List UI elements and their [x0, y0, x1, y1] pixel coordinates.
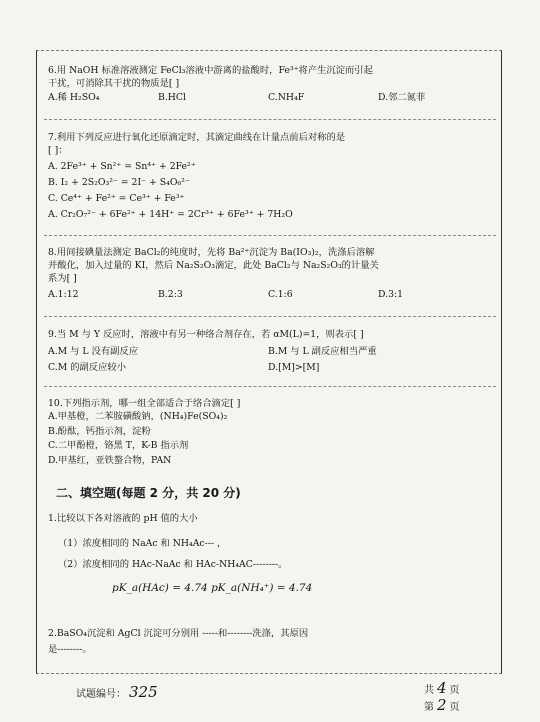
- question-7: [48, 131, 488, 223]
- question-8-stem-line-1: 8.用间接碘量法测定 BaCl₂的纯度时，先将 Ba²⁺沉淀为 Ba(IO₃)₂，洗涤后溶解: [48, 247, 375, 258]
- question-6-option-b: B.HCl: [158, 92, 186, 103]
- divider: [44, 316, 496, 317]
- question-10-option-d: D.甲基红，亚铁螯合物，PAN: [48, 454, 172, 466]
- question-10-option-c: C.二甲酚橙，铬黑 T，K-B 指示剂: [48, 440, 189, 451]
- question-6-stem-line-2: 干扰，可消除其干扰的物质是[ ]: [48, 78, 180, 89]
- question-6-option-d: D.邻二氮菲: [378, 92, 426, 103]
- question-9-options-row-2: [48, 361, 488, 374]
- question-7-stem-line-2: [ ]：: [48, 145, 68, 156]
- fill-question-1-stem: 1.比较以下各对溶液的 pH 值的大小: [48, 513, 198, 524]
- fill-question-2-line-2: 是--------。: [48, 644, 92, 655]
- question-10-option-a: A.甲基橙，二苯胺磺酸钠，(NH₄)Fe(SO₄)₂: [48, 411, 228, 422]
- question-8-option-c: C.1:6: [268, 289, 293, 300]
- question-6: [48, 64, 488, 104]
- question-10: [48, 397, 488, 468]
- exam-code: [76, 683, 161, 701]
- exam-code-label: 试题编号：: [76, 689, 126, 700]
- question-7-option-d: A. Cr₂O₇²⁻ + 6Fe²⁺ + 14H⁺ = 2Cr³⁺ + 6Fe³⁺ + 7H₂O: [48, 209, 293, 220]
- question-10-option-b: B.酚酞，钙指示剂，淀粉: [48, 425, 151, 437]
- page-total-suffix: 页: [449, 685, 460, 696]
- question-9-stem: 9.当 M 与 Y 反应时，溶液中有另一种络合剂存在，若 αM(L)=1，则表示[ ]: [48, 329, 364, 340]
- question-9: [48, 328, 488, 374]
- pka-formula: pK_a(HAc) = 4.74 pK_a(NH₄⁺) = 4.74: [112, 582, 313, 594]
- page-number-suffix: 页: [449, 702, 460, 713]
- question-8-option-d: D.3:1: [378, 289, 404, 300]
- page-total-prefix: 共: [424, 685, 434, 696]
- question-8-option-a: A.1:12: [48, 289, 79, 300]
- page-number-value: 2: [437, 696, 447, 714]
- question-6-stem-line-1: 6.用 NaOH 标准溶液测定 FeCl₃溶液中游离的盐酸时，Fe³⁺将产生沉淀而引起: [48, 65, 373, 76]
- question-8-options: [48, 288, 488, 301]
- question-9-option-b: B.M 与 L 副反应相当严重: [268, 346, 377, 357]
- page-total-number: 4: [437, 679, 447, 697]
- fill-question-2-line-1: 2.BaSO₄沉淀和 AgCl 沉淀可分别用 -----和--------洗涤，其原因: [48, 628, 309, 639]
- question-7-stem-line-1: 7.利用下列反应进行氧化还原滴定时，其滴定曲线在计量点前后对称的是: [48, 132, 346, 143]
- question-10-stem: 10.下列指示剂，哪一组全部适合于络合滴定[ ]: [48, 398, 241, 409]
- question-6-option-c: C.NH₄F: [268, 92, 305, 103]
- question-9-option-a: A.M 与 L 没有副反应: [48, 346, 139, 357]
- question-7-option-a: A. 2Fe³⁺ + Sn²⁺ = Sn⁴⁺ + 2Fe²⁺: [48, 161, 196, 172]
- page-total: [424, 679, 460, 697]
- divider: [44, 119, 496, 120]
- question-6-options: [48, 91, 488, 104]
- question-8-stem-line-3: 系为[ ]: [48, 273, 77, 284]
- question-8: [48, 246, 488, 301]
- question-8-option-b: B.2:3: [158, 289, 183, 300]
- question-7-option-b: B. I₂ + 2S₂O₃²⁻ = 2I⁻ + S₄O₆²⁻: [48, 177, 190, 188]
- question-9-options-row-1: [48, 345, 488, 358]
- fill-question-2: [48, 627, 488, 656]
- question-9-option-c: C.M 的副反应较小: [48, 362, 126, 373]
- page-number-prefix: 第: [424, 702, 434, 713]
- divider: [44, 235, 496, 236]
- exam-code-value: 325: [129, 683, 158, 701]
- question-9-option-d: D.[M]>[M]: [268, 362, 320, 373]
- section-heading: 二、填空题(每题 2 分，共 20 分): [56, 486, 241, 500]
- fill-question-1-item-1: （1）浓度相同的 NaAc 和 NH₄Ac--- ，: [58, 538, 227, 549]
- question-6-option-a: A.稀 H₂SO₄: [48, 92, 100, 103]
- page-number: [424, 696, 460, 714]
- fill-question-1: [48, 512, 488, 571]
- question-7-option-c: C. Ce⁴⁺ + Fe²⁺ = Ce³⁺ + Fe³⁺: [48, 193, 185, 204]
- divider: [44, 386, 496, 387]
- question-8-stem-line-2: 并酸化，加入过量的 KI，然后 Na₂S₂O₃滴定，此处 BaCl₂与 Na₂S₂O₃的计量关: [48, 260, 379, 271]
- fill-question-1-item-2: （2）浓度相同的 HAc-NaAc 和 HAc-NH₄AC--------。: [58, 559, 288, 570]
